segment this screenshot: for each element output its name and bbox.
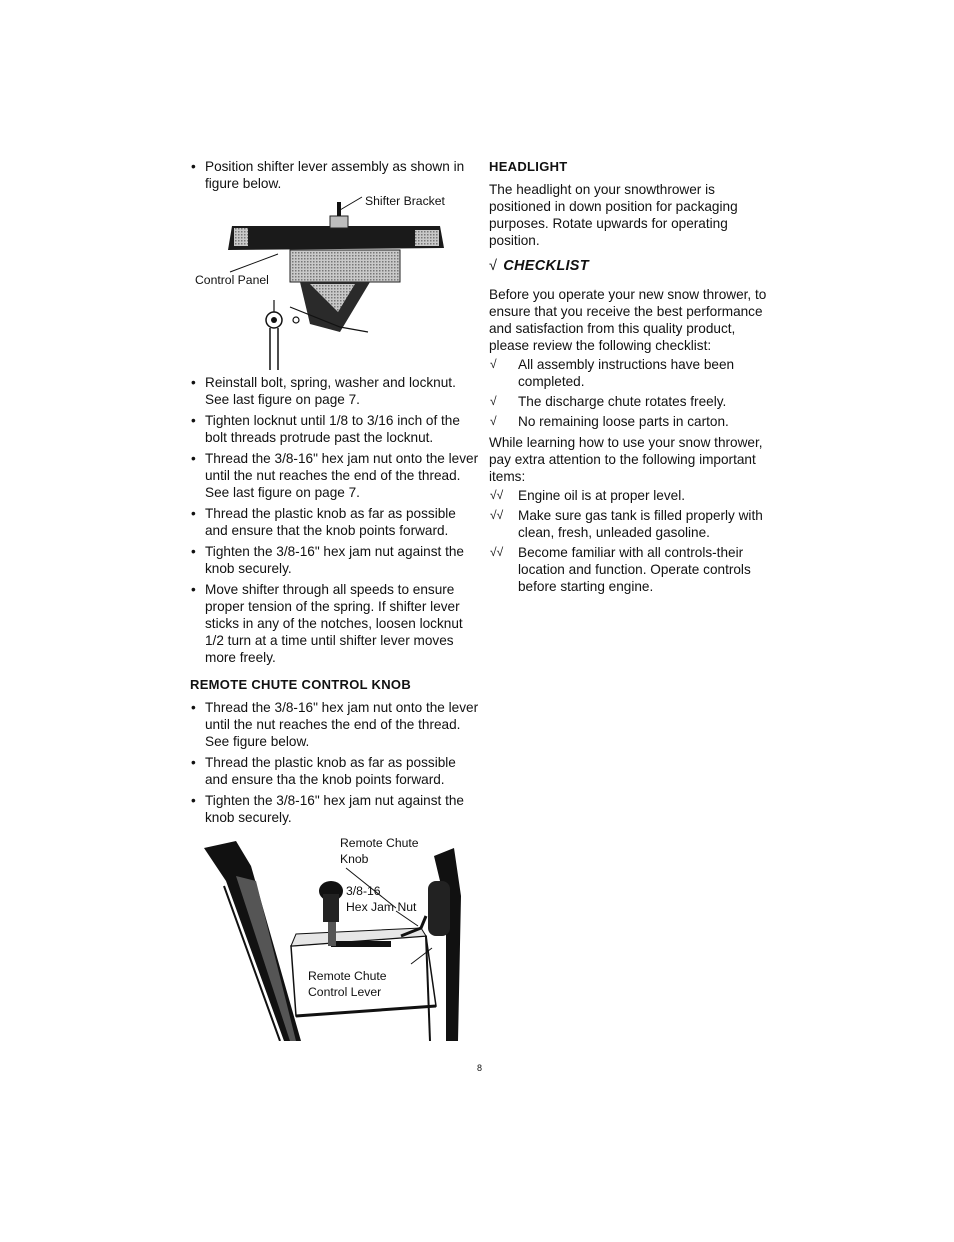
check-mark-icon: √ xyxy=(490,414,497,428)
shifter-bracket-figure xyxy=(190,192,465,374)
shifter-steps-list xyxy=(190,374,480,666)
intro-list xyxy=(190,158,480,192)
right-column xyxy=(489,158,769,599)
list-item: • Tighten locknut until 1/8 to 3/16 inch of the bolt threads protrude past the locknut. xyxy=(190,412,480,446)
shifter-bracket-label: Shifter Bracket xyxy=(365,194,445,208)
list-item: • Thread the plastic knob as far as possible and ensure that the knob points forward. xyxy=(190,505,480,539)
list-item: • Position shifter lever assembly as shown in figure below. xyxy=(190,158,480,192)
page-number: 8 xyxy=(477,1063,483,1073)
list-item: • Reinstall bolt, spring, washer and locknut. See last figure on page 7. xyxy=(190,374,480,408)
checklist-item-text: All assembly instructions have been completed. xyxy=(518,357,735,389)
double-check-list xyxy=(489,487,769,595)
remote-chute-knob-label-2: Knob xyxy=(340,852,369,866)
headlight-text: The headlight on your snowthrower is positioned in down position for packaging purposes. Rotate upwards for operating position. xyxy=(489,182,738,248)
control-lever-label-1: Remote Chute xyxy=(308,969,387,983)
checklist-title: CHECKLIST xyxy=(503,258,589,274)
check-mark-icon: √ xyxy=(490,357,497,371)
remote-chute-heading: REMOTE CHUTE CONTROL KNOB xyxy=(190,677,412,692)
checklist-item xyxy=(489,356,769,390)
checklist-item-text: Make sure gas tank is filled properly with clean, fresh, unleaded gasoline. xyxy=(518,508,763,540)
checklist-item xyxy=(489,413,769,430)
checklist-item-text: Engine oil is at proper level. xyxy=(518,488,685,503)
remote-chute-figure xyxy=(196,836,471,1041)
checklist-intro: Before you operate your new snow thrower, to ensure that you receive the best performance and satisfaction from this quality product, please review the following checklist: xyxy=(489,287,767,353)
control-panel-label: Control Panel xyxy=(195,273,269,287)
remote-steps-list xyxy=(190,699,480,826)
checklist-item-text: Become familiar with all controls-their location and function. Operate controls before starting engine. xyxy=(518,545,751,594)
checklist-item-text: The discharge chute rotates freely. xyxy=(518,394,727,409)
double-check-mark-icon: √√ xyxy=(490,545,504,559)
remote-chute-illustration xyxy=(196,836,471,1041)
checklist-heading xyxy=(489,258,769,275)
headlight-heading: HEADLIGHT xyxy=(489,159,568,174)
double-check-mark-icon: √√ xyxy=(490,488,504,502)
list-item: • Thread the 3/8-16" hex jam nut onto the lever until the nut reaches the end of the thread. See figure below. xyxy=(190,699,480,750)
checklist-item xyxy=(489,544,769,595)
learning-text: While learning how to use your snow thrower, pay extra attention to the following important items: xyxy=(489,435,763,484)
double-check-mark-icon: √√ xyxy=(490,508,504,522)
hex-jam-nut-label-1: 3/8-16 xyxy=(346,884,381,898)
checklist-item xyxy=(489,507,769,541)
checklist-item xyxy=(489,487,769,504)
hex-jam-nut-label-2: Hex Jam Nut xyxy=(346,900,417,914)
list-item: • Move shifter through all speeds to ensure proper tension of the spring. If shifter lever sticks in any of the notches, loosen locknut 1/2 turn at a time until shifter lever moves more freely. xyxy=(190,581,480,666)
single-check-list xyxy=(489,356,769,430)
check-mark-icon: √ xyxy=(489,258,498,274)
list-item: • Tighten the 3/8-16" hex jam nut against the knob securely. xyxy=(190,792,480,826)
control-lever-label-2: Control Lever xyxy=(308,985,382,999)
checklist-item xyxy=(489,393,769,410)
list-item: • Thread the plastic knob as far as possible and ensure tha the knob points forward. xyxy=(190,754,480,788)
remote-chute-knob-label-1: Remote Chute xyxy=(340,836,419,850)
list-item: • Thread the 3/8-16" hex jam nut onto the lever until the nut reaches the end of the thread. See last figure on page 7. xyxy=(190,450,480,501)
checklist-item-text: No remaining loose parts in carton. xyxy=(518,414,729,429)
list-item: • Tighten the 3/8-16" hex jam nut against the knob securely. xyxy=(190,543,480,577)
check-mark-icon: √ xyxy=(490,394,497,408)
